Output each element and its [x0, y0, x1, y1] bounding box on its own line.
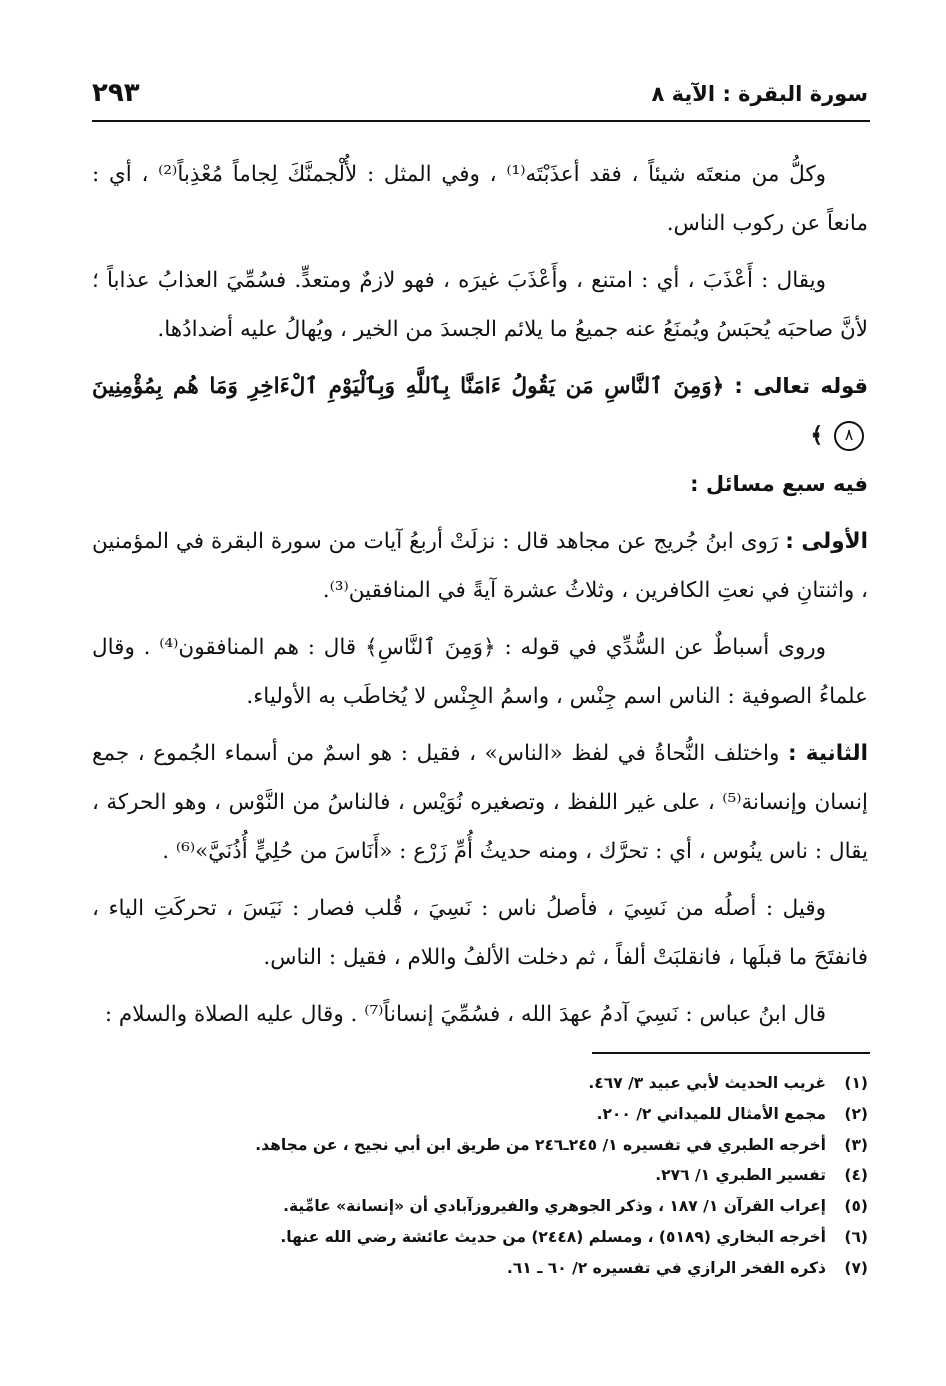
- running-title: سورة البقرة : الآية ٨: [651, 82, 868, 106]
- issue-second-lead: الثانية :: [787, 741, 868, 766]
- issue-first-text: رَوى ابنُ جُريج عن مجاهد قال : نزلَتْ أربعُ آيات من سورة البقرة في المؤمنين ، واثنتانِ في نعتِ الكافرين ، وثلاثُ عشرة آيةً في المنافقين⁽³⁾.: [92, 529, 868, 603]
- verse-intro: قوله تعالى :: [734, 374, 869, 398]
- footnote-item: [92, 1099, 868, 1130]
- footnote-number: (٥): [844, 1197, 868, 1216]
- paragraph-yuqal: ويقال : أَعْذَبَ ، أي : امتنع ، وأَعْذَبَ غيرَه ، فهو لازمٌ ومتعدٍّ. فسُمِّيَ العذابُ عذاباً ؛ لأنَّ صاحبَه يُحبَسُ ويُمنَعُ عنه جميعُ ما يلائم الجسدَ من الخير ، ويُهالُ عليه أضدادُها.: [92, 268, 868, 342]
- footnote-item: [92, 1222, 868, 1253]
- issue-first: [92, 517, 868, 615]
- paragraph-ibn-abbas: قال ابنُ عباس : نَسِيَ آدمُ عهدَ الله ، فسُمِّيَ إنساناً⁽⁷⁾ . وقال عليه الصلاة والسلام :: [104, 1002, 826, 1027]
- issue-second: [92, 729, 868, 876]
- footnotes: [92, 1068, 868, 1284]
- verse-text: ﴿وَمِنَ ٱلنَّاسِ مَن يَقُولُ ءَامَنَّا بِٱللَّهِ وَبِٱلْيَوْمِ ٱلْءَاخِرِ وَمَا هُم بِمُؤْمِنِينَ: [92, 374, 725, 399]
- footnote-number: (٤): [844, 1166, 868, 1185]
- issues-heading: فيه سبع مسائل :: [690, 472, 868, 496]
- footnote-text: إعراب القرآن ١/ ١٨٧ ، وذكر الجوهري والفيروزآبادي أن «إنسانة» عامِّية.: [283, 1197, 826, 1216]
- verse-line: [92, 362, 868, 460]
- footnote-text: ذكره الفخر الرازي في تفسيره ٢/ ٦٠ ـ ٦١.: [506, 1258, 826, 1277]
- page-number: ٢٩٣: [92, 78, 140, 108]
- page-header: [92, 78, 868, 118]
- footnote-item: [92, 1253, 868, 1284]
- footnote-text: أخرجه البخاري (٥١٨٩) ، ومسلم (٢٤٤٨) من حديث عائشة رضي الله عنها.: [280, 1227, 826, 1246]
- footnote-rule: [592, 1052, 870, 1054]
- footnote-item: [92, 1130, 868, 1161]
- issue-first-lead: الأولى :: [785, 529, 868, 554]
- header-rule: [92, 120, 870, 122]
- footnote-number: (٣): [844, 1135, 868, 1154]
- footnote-number: (٦): [844, 1227, 868, 1246]
- footnote-number: (٧): [844, 1258, 868, 1277]
- footnote-number: (١): [844, 1074, 868, 1092]
- main-text: [92, 150, 868, 1039]
- footnote-item: [92, 1160, 868, 1191]
- footnote-text: مجمع الأمثال للميداني ٢/ ٢٠٠.: [596, 1104, 826, 1123]
- verse-close-bracket: ﴾: [810, 423, 824, 448]
- footnote-text: تفسير الطبري ١/ ٢٧٦.: [655, 1166, 826, 1185]
- issue-second-text: واختلف النُّحاةُ في لفظ «الناس» ، فقيل : هو اسمٌ من أسماء الجُموع ، جمع إنسان وإنسانة⁽⁵⁾ ، على غير اللفظ ، وتصغيره نُوَيْس ، فالناسُ من النَّوْس ، وهو الحركة ، يقال : ناس ينُوس ، أي : تحرَّك ، ومنه حديثُ أُمِّ زَرْع : «أَنَاسَ من حُلِيٍّ أُذُنَيَّ»⁽⁶⁾ .: [92, 741, 868, 864]
- paragraph-asbat: وروى أسباطٌ عن السُّدِّي في قوله : ﴿وَمِنَ ٱلنَّاسِ﴾ قال : هم المنافقون⁽⁴⁾ . وقال علماءُ الصوفية : الناس اسم جِنْس ، واسمُ الجِنْس لا يُخاطَب به الأولياء.: [92, 635, 868, 709]
- footnote-item: [92, 1068, 868, 1099]
- footnote-number: (٢): [844, 1104, 868, 1123]
- footnote-item: [92, 1191, 868, 1222]
- footnote-text: أخرجه الطبري في تفسيره ١/ ٢٤٥ـ٢٤٦ من طريق ابن أبي نجيح ، عن مجاهد.: [255, 1135, 826, 1154]
- paragraph-nasiya: وقيل : أصلُه من نَسِيَ ، فأصلُ ناس : نَسِيَ ، قُلب فصار : نَيَسَ ، تحركَتِ الياء ، فانفتَحَ ما قبلَها ، فانقلبَتْ ألفاً ، ثم دخلت الألفُ واللام ، فقيل : الناس.: [92, 896, 868, 970]
- paragraph-adhab: وكلُّ من منعتَه شيئاً ، فقد أعذَبْتَه⁽¹⁾ ، وفي المثل : لأُلْجمنَّكَ لِجاماً مُعْذِباً⁽²⁾ ، أي : مانعاً عن ركوب الناس.: [92, 162, 868, 236]
- ayah-number-marker: ٨: [834, 421, 864, 451]
- footnote-text: غريب الحديث لأبي عبيد ٣/ ٤٦٧.: [588, 1074, 826, 1092]
